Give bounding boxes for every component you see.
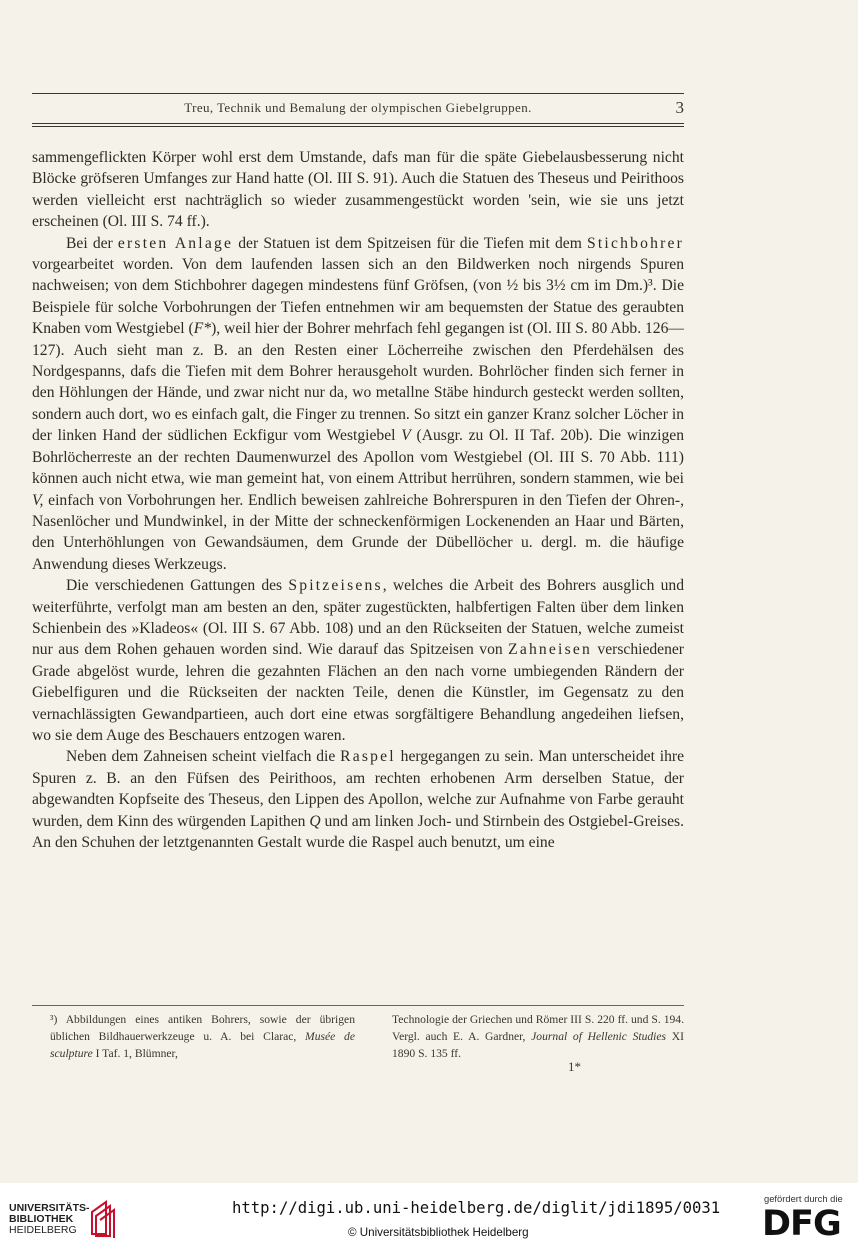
running-head <box>32 100 684 120</box>
text-run: , welches die Arbeit des Bohrers ausglich und weiterführte, verfolgt man am besten an den, später zugestückten, halbfertigen Falten über dem linken Schienbein des »Kladeos« (Ol. III S. 67 Abb. 108) und an den Rückseiten der Statuen, welche zumeist nur aus dem Rohen gehauen worden sind. Wie darauf das Spitzeisen von <box>32 577 684 659</box>
text-run: Technologie der Griechen und Römer III S. 220 ff. und S. 194. Vergl. auch E. A. Gardner, <box>392 1013 684 1043</box>
text-run: Bei der <box>66 234 118 252</box>
dfg-logo: DFG <box>762 1204 841 1244</box>
text-run: einfach von Vorbohrungen her. Endlich beweisen zahlreiche Bohrerspuren in den Tiefen der Ohren-, Nasenlöcher und Mundwinkel, in der Mitte der schneckenförmigen Lockenenden an Haar und Bärten, den Unterhöhlungen von Gewandsäumen, dem Grunde der Dübellöcher u. dergl. m. die häufige Anwendung dieses Werkzeugs. <box>32 491 684 573</box>
text-run: ), weil hier der Bohrer mehrfach fehl gegangen ist (Ol. III S. 80 Abb. 126—127). Auch sieht man z. B. an den Resten einer Löcherreihe zwischen den Pferdehälsen des Nordgespanns, dafs die Tiefen mit dem Bohrer herausgeholt wurden. Bohrlöcher finden sich ferner in den Höhlungen der Hände, und zwar nicht nur da, wo metallne Stäbe hindurch gesteckt werden sollten, sondern auch dort, wo es einfach galt, die Finger zu trennen. So sitzt ein ganzer Kranz solcher Löcher in der linken Hand der südlichen Eckfigur vom Westgiebel <box>32 320 684 445</box>
paragraph <box>32 147 684 233</box>
page-number: 3 <box>675 98 684 117</box>
copyright-notice: © Universitätsbibliothek Heidelberg <box>348 1226 529 1239</box>
footnote-rule <box>32 1005 684 1006</box>
spaced-term: ersten Anlage <box>117 234 234 252</box>
body-text <box>32 147 684 853</box>
footnote-column-right <box>392 1011 684 1062</box>
header-rule-top <box>32 93 684 94</box>
paragraph <box>32 746 684 853</box>
header-rule-bottom <box>32 123 684 124</box>
text-run: ³) Abbildungen eines antiken Bohrers, sowie der übrigen üblichen Bildhauerwerkzeuge u. A. bei Clarac, <box>50 1013 355 1043</box>
footnote-left-text <box>50 1011 355 1062</box>
paragraph <box>32 233 684 576</box>
italic-run: Q <box>309 812 321 830</box>
signature-mark: 1* <box>568 1059 581 1074</box>
text-run: der Statuen ist dem Spitzeisen für die Tiefen mit dem <box>233 234 588 252</box>
permalink-url[interactable]: http://digi.ub.uni-heidelberg.de/diglit/jdi1895/0031 <box>232 1199 721 1217</box>
italic-run: F* <box>193 320 212 338</box>
paragraph <box>32 575 684 746</box>
text-run: vorgearbeitet worden. Von dem laufenden lassen sich an den Bildwerken noch nirgends Spuren nachweisen; von dem Stichbohrer dagegen mindestens fünf Gröfsen, (von ½ bis 3½ cm im Dm.)³. Die Beispiele für solche Vorbohrungen der Tiefen entnehmen wir am bequemsten der Statue des geraubten Knaben vom Westgiebel ( <box>32 256 684 338</box>
library-line: BIBLIOTHEK <box>9 1213 74 1225</box>
header-rule-bottom-double <box>32 126 684 127</box>
text-run: hergegangen zu sein. Man unterscheidet ihre Spuren z. B. an den Füfsen des Peirithoos, am rechten erhobenen Arm derselben Statue, der abgewandten Kopfseite des Theseus, den Lippen des Apollon, welche zur Aufnahme von Farbe gerauht wurden, dem Kinn des würgenden Lapithen <box>32 748 685 830</box>
italic-run: V <box>401 427 411 445</box>
funding-note: gefördert durch die <box>764 1193 843 1204</box>
university-library-logo-icon <box>86 1194 120 1238</box>
text-run: Neben dem Zahneisen scheint vielfach die <box>66 748 341 766</box>
text-run: Die verschiedenen Gattungen des <box>66 577 289 595</box>
text-run: (Ausgr. zu Ol. II Taf. 20b). Die winzigen Bohrlöcherreste an der rechten Daumenwurzel des Apollon vom Westgiebel (Ol. III S. 70 Abb. 111) können auch nicht etwa, wie man gemeint hat, von einem Attribut herrühren, sondern stammen, wie bei <box>32 427 684 488</box>
library-name <box>9 1203 90 1236</box>
text-run: XI 1890 S. 135 ff. <box>392 1030 684 1060</box>
footnote-right-text <box>392 1011 684 1062</box>
text-run: und am linken Joch- und Stirnbein des Ostgiebel-Greises. An den Schuhen der letztgenannten Gestalt wurde die Raspel auch benutzt, um eine <box>32 812 684 851</box>
footnote-column-left <box>50 1011 355 1062</box>
italic-run: Journal of Hellenic Studies <box>531 1030 667 1043</box>
spaced-term: Stichbohrer <box>587 234 684 252</box>
text-run: sammengeflickten Körper wohl erst dem Umstande, dafs man für die späte Giebelausbesserung nicht Blöcke gröfseren Umfanges zur Hand hatte (Ol. III S. 91). Auch die Statuen des Theseus und Peirithoos werden vielleicht erst nachträglich so wieder zusammengestückt worden 'sein, wie sie uns jetzt erscheinen (Ol. III S. 74 ff.). <box>32 149 684 231</box>
spaced-term: Spitzeisens <box>288 577 383 595</box>
library-line: HEIDELBERG <box>9 1224 77 1236</box>
spaced-term: Zahneisen <box>508 641 592 659</box>
italic-run: V, <box>32 491 44 509</box>
text-run: verschiedener Grade abgelöst wurde, lehren die gezahnten Flächen an den nach vorne umbiegenden Rändern der Giebelfiguren und die Rückseiten der nackten Teile, denen die Künstler, im Gegensatz zu den vernachlässigten Gewandpartieen, auch dort eine etwas sorgfältigere Behandlung angedeihen liefsen, wo sie dem Auge des Beschauers entzogen waren. <box>32 641 684 744</box>
footer-bar <box>0 1183 858 1250</box>
spaced-term: Raspel <box>340 748 396 766</box>
running-title: Treu, Technik und Bemalung der olympischen Giebelgruppen. <box>184 100 532 115</box>
italic-run: Musée de sculpture <box>50 1030 355 1060</box>
library-line: UNIVERSITÄTS- <box>9 1202 90 1214</box>
text-run: I Taf. 1, Blümner, <box>92 1047 178 1060</box>
